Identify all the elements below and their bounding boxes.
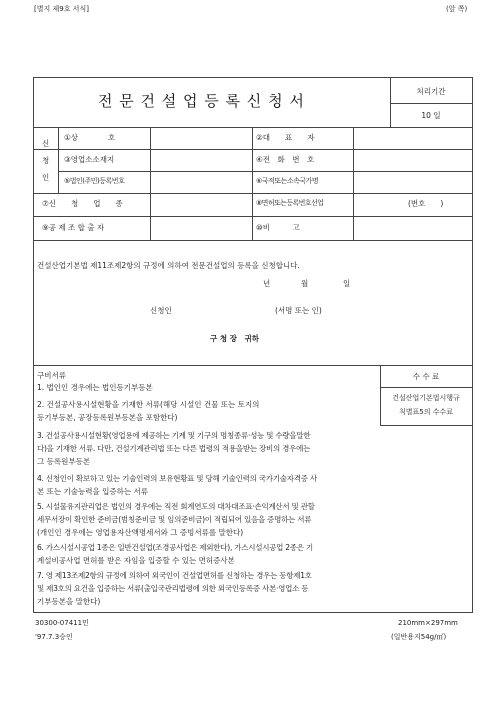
business-type-input[interactable] bbox=[152, 195, 251, 215]
applicant-label-1: 신 bbox=[42, 139, 50, 148]
doc-item-7-line-1: 7. 영 제13조제2항의 규정에 의하여 외국인이 건설업면허를 신청하는 경우는 동항제1호 bbox=[37, 571, 312, 580]
fee-value-2: 칙별표5의 수수료 bbox=[398, 408, 453, 416]
footer-paper: (일반용지54g/㎡) bbox=[391, 633, 447, 641]
union-input[interactable] bbox=[152, 218, 251, 239]
phone-label: ④전 화 번 호 bbox=[256, 155, 315, 164]
applicant-sign-label: 신청인 bbox=[150, 306, 172, 315]
date-month: 월 bbox=[301, 279, 309, 288]
doc-item-3-line-1: 3. 건설공사용시설현황(영업용에 제공하는 기계 및 기구의 명칭종류·성능 및 수량을말한 bbox=[37, 431, 311, 440]
office-location-input[interactable] bbox=[152, 151, 251, 170]
fee-value-1: 건설산업기본법시행규 bbox=[392, 394, 460, 402]
doc-item-2-line-2: 등기부등본, 공장등록원부등본을 포함한다) bbox=[37, 413, 178, 422]
form-id: [별지 제9호 서식] bbox=[34, 5, 89, 13]
union-label: ⑨공 제 조 합 출 자 bbox=[42, 223, 105, 232]
doc-item-6-line-1: 6. 가스시설시공업 1종은 일반건설업(조경공사업은 제외한다), 가스시설시공업 2종은 기 bbox=[37, 543, 313, 552]
doc-item-6-line-2: 계설비공사업 면허를 받은 자임을 입증할 수 있는 면허증사본 bbox=[37, 556, 235, 565]
documents-title: 구비서류 bbox=[37, 371, 66, 380]
footer-approval: '97.7.3승인 bbox=[35, 633, 73, 641]
doc-item-7-line-2: 및 제3호의 요건을 입증하는 서류(출입국관리법령에 의한 외국인등록증 사본·영업소 등 bbox=[37, 584, 309, 593]
doc-item-5-line-2: 세무서장이 확인한 준비금(범칭준비금 및 임의준비금)이 적립되어 있음을 증명하는 서류 bbox=[37, 515, 312, 524]
remarks-input[interactable] bbox=[355, 218, 470, 239]
phone-input[interactable] bbox=[355, 151, 470, 170]
page-side: (앞 쪽) bbox=[446, 5, 468, 13]
applicant-label-2: 청 bbox=[42, 156, 50, 165]
date-day: 일 bbox=[343, 279, 351, 288]
reg-no-label: ⑧면허또는등록번호선업 bbox=[256, 199, 324, 207]
trade-name-label: ①상 호 bbox=[64, 133, 116, 142]
doc-item-4-line-1: 4. 신청인이 확보하고 있는 기술인력의 보유현황표 및 당해 기술인력의 국가기술자격증 사 bbox=[37, 474, 317, 483]
doc-item-7-line-3: 기부등본을 말한다) bbox=[37, 597, 101, 606]
corp-reg-no-input[interactable] bbox=[152, 173, 251, 192]
footer-size: 210mm×297mm bbox=[398, 619, 458, 627]
office-location-label: ③영업소소재지 bbox=[64, 155, 115, 164]
nationality-input[interactable] bbox=[355, 173, 470, 192]
doc-item-4-line-2: 본 또는 기술능력을 입증하는 서류 bbox=[37, 487, 148, 496]
doc-item-3-line-2: 다)을 기재한 서류. 다만, 건설기계관리법 또는 다른 법령의 적용을받는 장비의 경우에는 bbox=[37, 444, 311, 453]
corp-reg-no-label: ⑤법인(주민)등록번호 bbox=[64, 177, 125, 185]
recipient: 구 청 장 귀하 bbox=[210, 334, 259, 343]
footer-code: 30300-07411민 bbox=[35, 619, 89, 627]
doc-item-5-line-1: 5. 시설물유지관리업은 법인의 경우에는 직전 회계연도의 대차대조표·손익계산서 및 관할 bbox=[37, 502, 315, 511]
processing-label: 처리기간 bbox=[416, 87, 446, 96]
doc-item-5-line-3: (개인인 경우에는 영업용자산액명세서와 그 증빙서류를 말한다) bbox=[37, 528, 244, 537]
sign-hint: (서명 또는 인) bbox=[275, 306, 322, 315]
representative-input[interactable] bbox=[355, 129, 470, 148]
fee-label: 수 수 료 bbox=[412, 372, 440, 381]
applicant-label-3: 인 bbox=[42, 173, 50, 182]
doc-item-2-line-1: 2. 건설공사용시설현황을 기재한 서류(해당 시설인 건물 또는 토지의 bbox=[37, 400, 260, 409]
doc-item-3-line-3: 그 등록원부등본 bbox=[37, 457, 91, 466]
trade-name-input[interactable] bbox=[152, 129, 251, 148]
applicant-sign-input[interactable] bbox=[185, 302, 270, 318]
form-title: 전 문 건 설 업 등 록 신 청 서 bbox=[98, 92, 305, 110]
representative-label: ②대 표 자 bbox=[256, 133, 315, 142]
processing-value: 10 일 bbox=[421, 111, 441, 120]
nationality-label: ⑥국적또는소속국가명 bbox=[256, 177, 319, 185]
application-statement: 건설산업기본법 제11조제2항의 규정에 의하여 전문건설업의 등록을 신청합니다. bbox=[37, 261, 300, 270]
remarks-label: ⑩비 고 bbox=[256, 223, 300, 232]
reg-no-suffix: (번호 ) bbox=[408, 199, 444, 208]
business-type-label: ⑦신 청 업 종 bbox=[42, 199, 123, 208]
doc-item-1-line-1: 1. 법인인 경우에는 법인등기부등본 bbox=[37, 383, 153, 392]
date-year: 년 bbox=[263, 279, 271, 288]
